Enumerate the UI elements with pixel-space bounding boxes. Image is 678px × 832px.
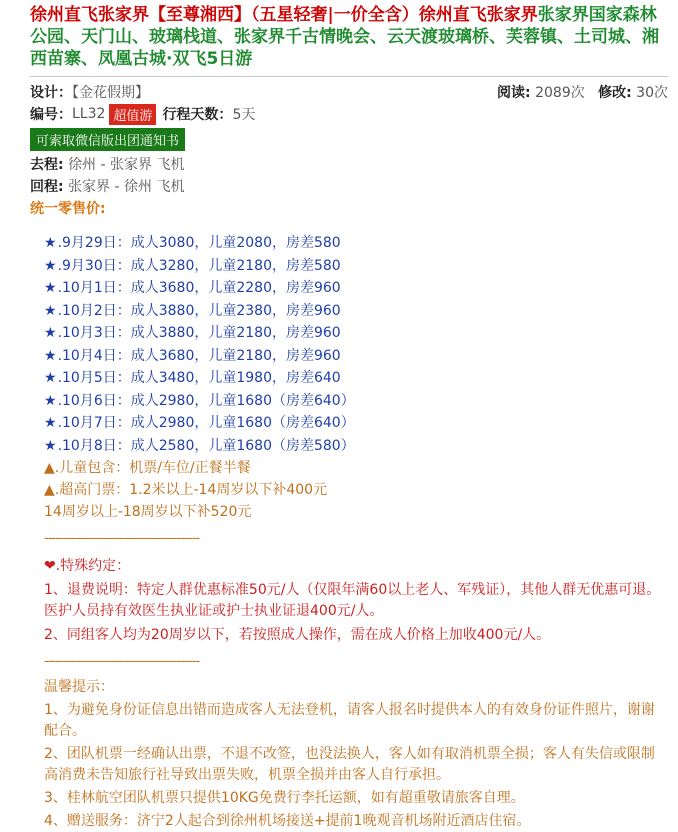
special-header xyxy=(44,555,668,577)
price-text: .10月3日：成人3880，儿童2180，房差960 xyxy=(57,325,341,341)
star-icon: ★ xyxy=(44,392,57,409)
price-text: .10月1日：成人3680，儿童2280，房差960 xyxy=(57,280,341,296)
price-text: .10月2日：成人3880，儿童2380，房差960 xyxy=(57,302,341,319)
price-item xyxy=(44,367,668,390)
page-title xyxy=(0,0,678,70)
code-row xyxy=(30,103,668,125)
special-item: 1、退费说明：特定人群优惠标准50元/人（仅限年满60以上老人、军残证），其他人群无优惠可退。医护人员持有效医生执业证或护士执业证退400元/人。 xyxy=(44,582,661,619)
edits-label: 修改: xyxy=(598,85,632,101)
price-item xyxy=(44,322,668,345)
edits-value: 30次 xyxy=(636,85,668,101)
route-go xyxy=(30,154,668,176)
price-text: .9月29日：成人3080，儿童2080，房差580 xyxy=(57,235,341,251)
price-text: .10月7日：成人2980，儿童1680（房差640） xyxy=(57,415,355,431)
star-icon: ★ xyxy=(44,235,57,251)
child-includes-note: ▲.儿童包含：机票/车位/正餐半餐 xyxy=(44,460,251,476)
price-item xyxy=(44,390,668,413)
dashed-divider: ------------------------------------------ xyxy=(44,531,200,546)
tips-item: 4、赠送服务：济宁2人起合到徐州机场接送+提前1晚观音机场附近酒店住宿。 xyxy=(44,813,531,829)
ticket-surcharge-note: ▲.超高门票：1.2米以上-14周岁以下补400元 xyxy=(44,482,328,498)
price-text: .9月30日：成人3280，儿童2180，房差580 xyxy=(57,257,341,274)
special-agreement xyxy=(44,555,668,646)
heart-icon: ❤ xyxy=(44,558,56,574)
price-item xyxy=(44,255,668,278)
title-green-part: 张家界国家森林公园、天门山、玻璃栈道、张家界千古情晚会、云天渡玻璃桥、芙蓉镇、土司城、湘西苗寨、凤凰古城·双飞5日游 xyxy=(30,5,659,69)
dashed-divider: ------------------------------------------ xyxy=(44,654,200,669)
route-go-label: 去程: xyxy=(30,157,64,173)
code-value: LL32 xyxy=(72,106,106,122)
star-icon: ★ xyxy=(44,325,57,341)
tips-item: 3、桂林航空团队机票只提供10KG免费行李托运额，如有超重敬请旅客自理。 xyxy=(44,790,525,806)
price-text: .10月6日：成人2980，儿童1680（房差640） xyxy=(57,392,355,409)
meta-row xyxy=(30,81,668,103)
star-icon: ★ xyxy=(44,370,57,386)
tips-item: 2、团队机票一经确认出票，不退不改签，也没法换人，客人如有取消机票全损；客人有失信或限制高消费未告知旅行社导致出票失败，机票全损并由客人自行承担。 xyxy=(44,746,655,783)
price-item xyxy=(44,232,668,255)
divider xyxy=(30,76,668,77)
price-item xyxy=(44,345,668,368)
tips-item: 1、为避免身份证信息出错而造成客人无法登机，请客人报名时提供本人的有效身份证件照片，谢谢配合。 xyxy=(44,702,655,739)
star-icon: ★ xyxy=(44,437,57,454)
route-back-label: 回程: xyxy=(30,179,64,195)
star-icon: ★ xyxy=(44,347,57,364)
retail-price-label: 统一零售价: xyxy=(30,201,106,217)
days-value: 5天 xyxy=(232,107,256,123)
star-icon: ★ xyxy=(44,280,57,296)
reads-value: 2089次 xyxy=(535,85,585,101)
special-header-text: .特殊约定： xyxy=(55,558,131,574)
code-label: 编号： xyxy=(30,107,72,123)
days-label: 行程天数： xyxy=(162,107,233,123)
title-red-part: 徐州直飞张家界【至尊湘西】（五星轻奢|一价全含）徐州直飞张家界 xyxy=(30,5,538,25)
price-list xyxy=(44,232,668,457)
star-icon: ★ xyxy=(44,302,57,319)
design-label: 设计： xyxy=(30,85,72,101)
route-go-value: 徐州 - 张家界 飞机 xyxy=(68,157,185,173)
route-back-value: 张家界 - 徐州 飞机 xyxy=(68,179,185,195)
star-icon: ★ xyxy=(44,257,57,274)
route-back xyxy=(30,176,668,198)
star-icon: ★ xyxy=(44,415,57,431)
price-text: .10月8日：成人2580，儿童1680（房差580） xyxy=(57,437,355,454)
tips-header: 温馨提示： xyxy=(44,679,114,695)
price-item xyxy=(44,300,668,323)
value-tour-badge: 超值游 xyxy=(109,104,156,125)
wechat-notice-button[interactable]: 可索取微信版出团通知书 xyxy=(30,128,185,151)
price-item xyxy=(44,412,668,435)
price-item xyxy=(44,277,668,300)
warm-tips xyxy=(44,676,668,832)
reads-label: 阅读: xyxy=(497,85,531,101)
price-item xyxy=(44,435,668,458)
price-text: .10月4日：成人3680，儿童2180，房差960 xyxy=(57,347,341,364)
special-item: 2、同组客人均为20周岁以下，若按照成人操作，需在成人价格上加收400元/人。 xyxy=(44,627,551,643)
ticket-surcharge-note-2: 14周岁以上-18周岁以下补520元 xyxy=(44,504,252,520)
price-text: .10月5日：成人3480，儿童1980，房差640 xyxy=(57,370,341,386)
design-value: 【金花假期】 xyxy=(72,85,149,101)
